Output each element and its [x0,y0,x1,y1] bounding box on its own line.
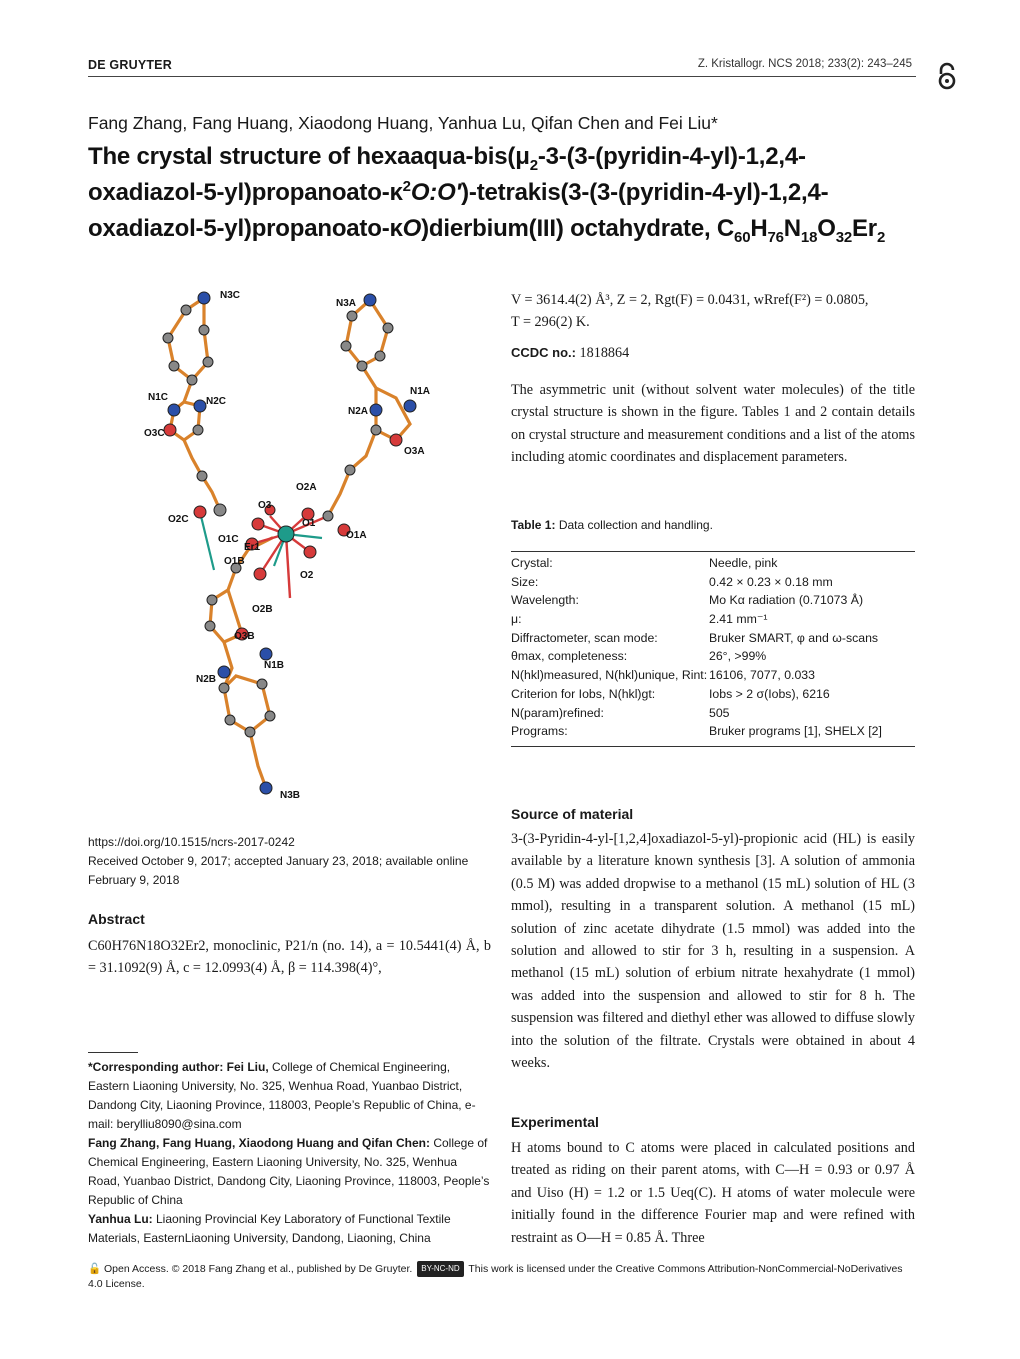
atom-label: N1B [264,660,285,671]
section-heading: Source of material [511,806,634,822]
atom-label: O2A [296,482,317,493]
article-title: The crystal structure of hexaaqua-$bis(\mu_2-3-(3-(pyridin-4-yl)-1,2,4-$ oxadiazol-$5-yl)propanoato-\kappa^2O:O')-tetrakis(3-(3-(pyridin-4-yl)-1,2,4-$ oxadiazol-5-yl)propanoato-κO)dierbium(III) octahydrate, $C_{60}H_{76}N_{18}O_{32}Er_2$ [88,143,886,246]
journal-citation: Z. Kristallogr. NCS 2018; 233(2): 243–245 [697,58,912,70]
atom-label: N2A [348,406,369,417]
atom-label: O2 [300,570,314,581]
atom-label: O3 [258,500,272,511]
abstract-paragraph: C60H76N18O32Er2, monoclinic, P21/n (no. 14), a = 10.5441(4) Å, b = 31.1092(9) Å, c = 12.0993(4) Å, β = 114.398(4)°, [88,938,491,977]
table-row: Diffractometer, scan mode: Bruker SMART, φ and ω-scans [511,630,879,645]
atom-label: O2B [252,604,273,615]
crystal-parameters: V = 3614.4(2) Å³, Z = 2, Rgt(F) = 0.0431, wRref(F²) = 0.0805, T = 296(2) K. [511,292,869,330]
author-affiliations: *Corresponding author: Fei Liu, College of Chemical Engineering, Eastern Liaoning University, No. 325, Wenhua Road, Yuanbao District, Dandong City, Liaoning Province, 118003, People’s Republic of China, e-mail: berylliu8090@sina.com Fang Zhang, Fang Huang, Xiaodong Huang and Qifan Chen: College of Chemical Engineering, Eastern Liaoning University, No. 325, Wenhua Road, Yuanbao District, Dandong City, Liaoning Province, 118003, People’s Republic of China Yanhua Lu: Liaoning Provincial Key Laboratory of Functional Textile Materials, EasternLiaoning University, Dandong, Liaoning, China [88,1060,490,1245]
atom-label: O2C [168,514,189,525]
table-row: Programs: Bruker programs [1], SHELX [2] [511,724,882,739]
atom-label: N3B [280,790,301,801]
table-caption: Table 1: Data collection and handling. [511,518,713,532]
footnote-rule [88,1052,138,1053]
publisher-name: DE GRUYTER [88,58,172,72]
header-rule [88,76,916,77]
table-row: Size: 0.42 × 0.23 × 0.18 mm [511,574,833,589]
ccdc-number: CCDC no.: 1818864 [511,345,630,361]
open-access-icon [934,62,960,92]
section-heading: Abstract [88,911,145,927]
atom-label: O1B [224,556,245,567]
received-dates: Received October 9, 2017; accepted January 23, 2018; available online February 9, 2018 [88,854,469,887]
open-access-icon: 🔓 [88,1262,102,1275]
table-row: N(hkl)measured, N(hkl)unique, Rint: 16106, 7077, 0.033 [511,668,815,683]
atom-label: N1A [410,386,431,397]
atom-label: Er1 [244,542,261,553]
table-row: Crystal: Needle, pink [511,556,778,570]
experimental-paragraph: H atoms bound to C atoms were placed in calculated positions and treated as riding on their parent atoms, with C—H = 0.93 or 0.97 Å and Uiso (H) = 1.2 or 1.5 Ueq(C). H atoms of water molecule were initially found in the difference Fourier map and were refined with restraint as O—H = 0.85 Å. Three [511,1140,915,1246]
license-statement: 🔓 Open Access. © 2018 Fang Zhang et al., published by De Gruyter. BY-NC-ND This work is licensed under the Creative Commons Attribution-NonCommercial-NoDerivatives 4.0 License. [88,1262,903,1290]
data-table [511,556,915,743]
atom-label: N3C [220,290,241,301]
atom-label: N2C [206,396,227,407]
molecular-structure-figure [140,280,462,810]
table-row: θmax, completeness: 26°, >99% [511,649,767,664]
table-row: Criterion for Iobs, N(hkl)gt: Iobs > 2 σ(Iobs), 6216 [511,686,830,701]
atom-label: O1A [346,530,367,541]
source-paragraph: 3-(3-Pyridin-4-yl-[1,2,4]oxadiazol-5-yl)-propionic acid (HL) is easily available by a literature known synthesis [3]. A solution of ammonia (0.5 M) was added dropwise to a methanol (15 mL) solution of HL (3 mmol), resulting in a transparent solution. A methanol (15 mL) solution of zinc acetate dihydrate (1.5 mmol) was added into the solution and allowed to stir for 3 h, resulting in a suspension. A methanol (15 mL) solution of erbium nitrate hexahydrate (1 mmol) was added into the suspension and allowed to stir for 8 h. The suspension was filtered and diethyl ether was allowed to diffuse slowly into the solution of the filtrate. Crystals were obtained in about 4 weeks. [511,831,915,1072]
table-row: N(param)refined: 505 [511,705,730,720]
atom-label: O3B [234,631,255,642]
doi-link[interactable]: https://doi.org/10.1515/ncrs-2017-0242 [88,835,295,849]
atom-label: N1C [148,392,169,403]
atom-label: O1 [302,518,316,529]
cc-license-badge[interactable]: BY-NC-ND [417,1261,463,1277]
atom-label: N3A [336,298,357,309]
atom-label: O1C [218,534,239,545]
atom-label: O3A [404,446,425,457]
section-heading: Experimental [511,1114,599,1130]
atom-label: O3C [144,428,165,439]
summary-paragraph: The asymmetric unit (without solvent water molecules) of the title crystal structure is shown in the figure. Tables 1 and 2 contain details on crystal structure and measurement conditions and a list of the atoms including atomic coordinates and displacement parameters. [511,382,915,466]
atom-label: N2B [196,674,217,685]
table-row: Wavelength: Mo Kα radiation (0.71073 Å) [511,593,864,608]
table-top-rule [511,551,915,552]
table-bottom-rule [511,746,915,747]
author-list: Fang Zhang, Fang Huang, Xiaodong Huang, Yanhua Lu, Qifan Chen and Fei Liu* [88,113,718,133]
table-row: μ: 2.41 mm⁻¹ [511,612,768,627]
